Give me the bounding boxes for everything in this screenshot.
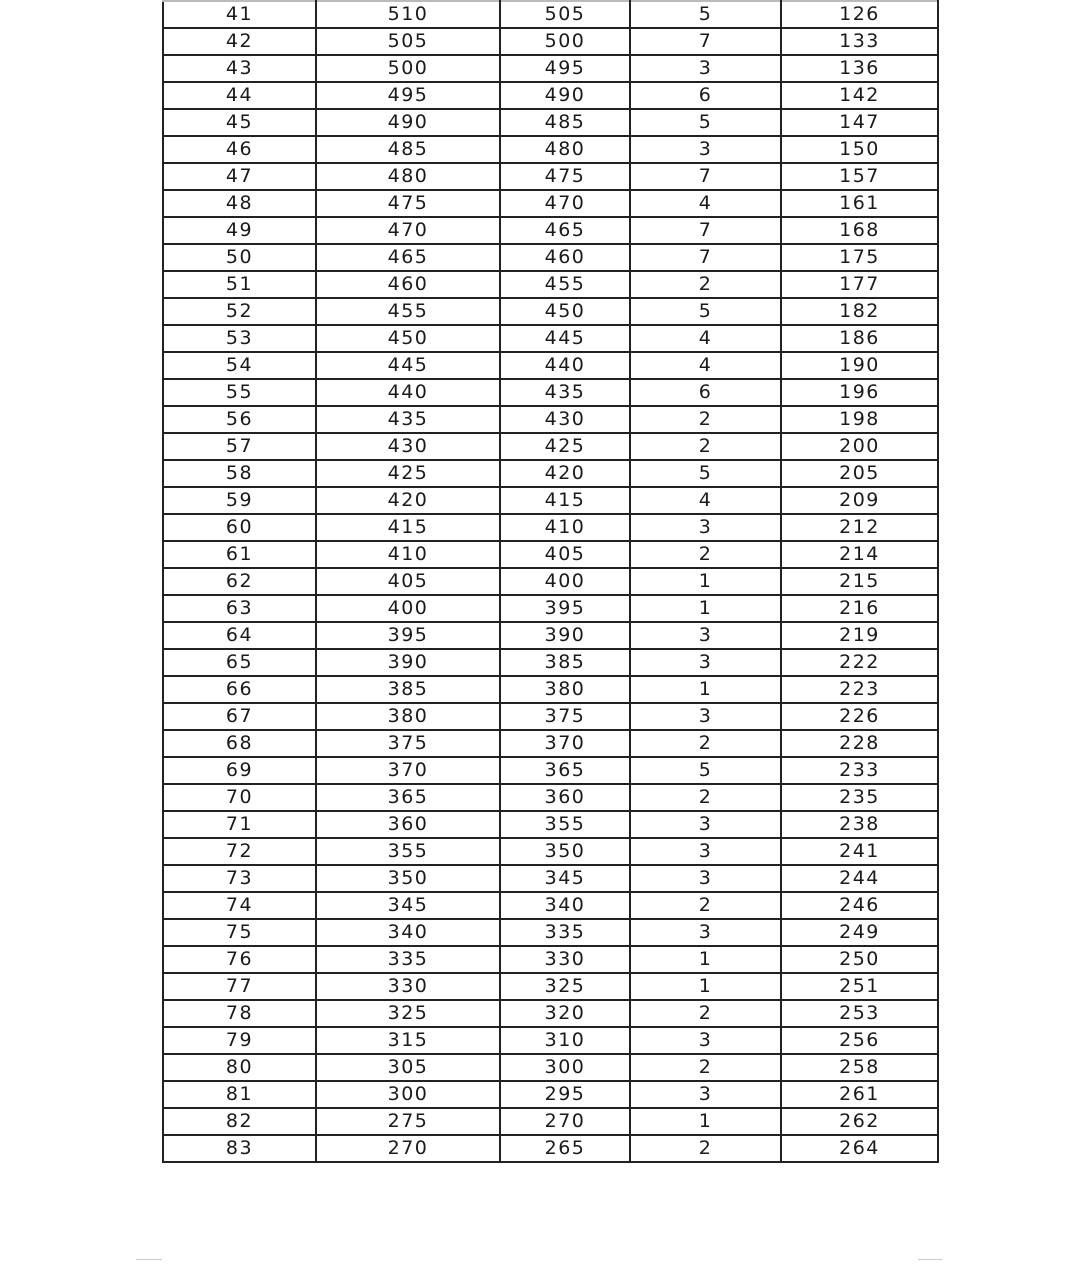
table-row	[163, 433, 938, 460]
cumulative-count-cell: 214	[781, 541, 938, 568]
table-row	[163, 136, 938, 163]
count-cell: 2	[630, 1054, 781, 1081]
table-row	[163, 946, 938, 973]
count-cell: 3	[630, 136, 781, 163]
cumulative-count-cell: 244	[781, 865, 938, 892]
count-cell: 1	[630, 676, 781, 703]
count-cell: 3	[630, 649, 781, 676]
count-cell: 3	[630, 838, 781, 865]
table-row	[163, 217, 938, 244]
cumulative-count-cell: 215	[781, 568, 938, 595]
cumulative-count-cell: 226	[781, 703, 938, 730]
rank-cell: 75	[163, 919, 316, 946]
rank-cell: 41	[163, 1, 316, 28]
upper-score-cell: 375	[316, 730, 500, 757]
table-row	[163, 244, 938, 271]
lower-score-cell: 335	[500, 919, 630, 946]
cumulative-count-cell: 264	[781, 1135, 938, 1162]
table-row	[163, 649, 938, 676]
table-row	[163, 811, 938, 838]
lower-score-cell: 265	[500, 1135, 630, 1162]
score-table-container	[162, 0, 937, 1163]
table-row	[163, 973, 938, 1000]
rank-cell: 63	[163, 595, 316, 622]
upper-score-cell: 485	[316, 136, 500, 163]
lower-score-cell: 350	[500, 838, 630, 865]
upper-score-cell: 345	[316, 892, 500, 919]
cumulative-count-cell: 142	[781, 82, 938, 109]
upper-score-cell: 410	[316, 541, 500, 568]
rank-cell: 67	[163, 703, 316, 730]
upper-score-cell: 415	[316, 514, 500, 541]
cumulative-count-cell: 177	[781, 271, 938, 298]
cumulative-count-cell: 212	[781, 514, 938, 541]
cumulative-count-cell: 246	[781, 892, 938, 919]
table-row	[163, 325, 938, 352]
table-row	[163, 379, 938, 406]
upper-score-cell: 480	[316, 163, 500, 190]
rank-cell: 55	[163, 379, 316, 406]
cumulative-count-cell: 228	[781, 730, 938, 757]
upper-score-cell: 330	[316, 973, 500, 1000]
upper-score-cell: 325	[316, 1000, 500, 1027]
cumulative-count-cell: 241	[781, 838, 938, 865]
table-row	[163, 352, 938, 379]
cumulative-count-cell: 147	[781, 109, 938, 136]
table-row	[163, 163, 938, 190]
count-cell: 2	[630, 892, 781, 919]
table-row	[163, 406, 938, 433]
lower-score-cell: 460	[500, 244, 630, 271]
table-row	[163, 622, 938, 649]
count-cell: 2	[630, 1000, 781, 1027]
rank-cell: 62	[163, 568, 316, 595]
lower-score-cell: 410	[500, 514, 630, 541]
table-row	[163, 919, 938, 946]
upper-score-cell: 400	[316, 595, 500, 622]
table-body	[163, 1, 938, 1162]
lower-score-cell: 330	[500, 946, 630, 973]
lower-score-cell: 420	[500, 460, 630, 487]
table-row	[163, 1081, 938, 1108]
lower-score-cell: 320	[500, 1000, 630, 1027]
count-cell: 5	[630, 1, 781, 28]
count-cell: 5	[630, 460, 781, 487]
table-row	[163, 190, 938, 217]
count-cell: 1	[630, 595, 781, 622]
count-cell: 7	[630, 217, 781, 244]
upper-score-cell: 365	[316, 784, 500, 811]
lower-score-cell: 415	[500, 487, 630, 514]
count-cell: 2	[630, 784, 781, 811]
count-cell: 3	[630, 55, 781, 82]
upper-score-cell: 465	[316, 244, 500, 271]
lower-score-cell: 400	[500, 568, 630, 595]
lower-score-cell: 325	[500, 973, 630, 1000]
cumulative-count-cell: 253	[781, 1000, 938, 1027]
count-cell: 3	[630, 865, 781, 892]
lower-score-cell: 395	[500, 595, 630, 622]
cumulative-count-cell: 161	[781, 190, 938, 217]
lower-score-cell: 345	[500, 865, 630, 892]
lower-score-cell: 405	[500, 541, 630, 568]
upper-score-cell: 300	[316, 1081, 500, 1108]
lower-score-cell: 375	[500, 703, 630, 730]
table-row	[163, 838, 938, 865]
cumulative-count-cell: 258	[781, 1054, 938, 1081]
table-row	[163, 865, 938, 892]
cumulative-count-cell: 168	[781, 217, 938, 244]
lower-score-cell: 435	[500, 379, 630, 406]
cumulative-count-cell: 219	[781, 622, 938, 649]
count-cell: 2	[630, 1135, 781, 1162]
lower-score-cell: 430	[500, 406, 630, 433]
table-row	[163, 28, 938, 55]
rank-cell: 69	[163, 757, 316, 784]
cumulative-count-cell: 133	[781, 28, 938, 55]
upper-score-cell: 380	[316, 703, 500, 730]
upper-score-cell: 405	[316, 568, 500, 595]
cumulative-count-cell: 136	[781, 55, 938, 82]
score-table	[162, 0, 939, 1163]
rank-cell: 46	[163, 136, 316, 163]
count-cell: 7	[630, 244, 781, 271]
rank-cell: 49	[163, 217, 316, 244]
rank-cell: 47	[163, 163, 316, 190]
rank-cell: 56	[163, 406, 316, 433]
upper-score-cell: 510	[316, 1, 500, 28]
rank-cell: 83	[163, 1135, 316, 1162]
rank-cell: 66	[163, 676, 316, 703]
rank-cell: 77	[163, 973, 316, 1000]
table-row	[163, 109, 938, 136]
upper-score-cell: 495	[316, 82, 500, 109]
cumulative-count-cell: 256	[781, 1027, 938, 1054]
count-cell: 4	[630, 352, 781, 379]
table-row	[163, 730, 938, 757]
count-cell: 1	[630, 973, 781, 1000]
cumulative-count-cell: 196	[781, 379, 938, 406]
upper-score-cell: 500	[316, 55, 500, 82]
cumulative-count-cell: 186	[781, 325, 938, 352]
rank-cell: 59	[163, 487, 316, 514]
table-row	[163, 703, 938, 730]
count-cell: 7	[630, 28, 781, 55]
cumulative-count-cell: 235	[781, 784, 938, 811]
lower-score-cell: 505	[500, 1, 630, 28]
upper-score-cell: 355	[316, 838, 500, 865]
count-cell: 7	[630, 163, 781, 190]
table-row	[163, 460, 938, 487]
table-row	[163, 1054, 938, 1081]
lower-score-cell: 425	[500, 433, 630, 460]
table-row	[163, 1027, 938, 1054]
lower-score-cell: 500	[500, 28, 630, 55]
table-row	[163, 271, 938, 298]
count-cell: 5	[630, 109, 781, 136]
table-row	[163, 892, 938, 919]
rank-cell: 81	[163, 1081, 316, 1108]
cumulative-count-cell: 198	[781, 406, 938, 433]
table-row	[163, 595, 938, 622]
rank-cell: 53	[163, 325, 316, 352]
count-cell: 3	[630, 1027, 781, 1054]
upper-score-cell: 360	[316, 811, 500, 838]
upper-score-cell: 505	[316, 28, 500, 55]
cumulative-count-cell: 190	[781, 352, 938, 379]
table-row	[163, 55, 938, 82]
rank-cell: 70	[163, 784, 316, 811]
count-cell: 5	[630, 757, 781, 784]
upper-score-cell: 460	[316, 271, 500, 298]
lower-score-cell: 310	[500, 1027, 630, 1054]
count-cell: 3	[630, 919, 781, 946]
upper-score-cell: 395	[316, 622, 500, 649]
cumulative-count-cell: 249	[781, 919, 938, 946]
upper-score-cell: 390	[316, 649, 500, 676]
lower-score-cell: 390	[500, 622, 630, 649]
rank-cell: 51	[163, 271, 316, 298]
upper-score-cell: 470	[316, 217, 500, 244]
rank-cell: 73	[163, 865, 316, 892]
cumulative-count-cell: 222	[781, 649, 938, 676]
upper-score-cell: 450	[316, 325, 500, 352]
count-cell: 3	[630, 703, 781, 730]
rank-cell: 82	[163, 1108, 316, 1135]
rank-cell: 50	[163, 244, 316, 271]
rank-cell: 64	[163, 622, 316, 649]
rank-cell: 48	[163, 190, 316, 217]
cumulative-count-cell: 205	[781, 460, 938, 487]
lower-score-cell: 300	[500, 1054, 630, 1081]
count-cell: 3	[630, 811, 781, 838]
count-cell: 2	[630, 271, 781, 298]
rank-cell: 61	[163, 541, 316, 568]
rank-cell: 57	[163, 433, 316, 460]
rank-cell: 65	[163, 649, 316, 676]
table-row	[163, 757, 938, 784]
lower-score-cell: 295	[500, 1081, 630, 1108]
cumulative-count-cell: 150	[781, 136, 938, 163]
cumulative-count-cell: 251	[781, 973, 938, 1000]
count-cell: 1	[630, 568, 781, 595]
lower-score-cell: 440	[500, 352, 630, 379]
lower-score-cell: 470	[500, 190, 630, 217]
rank-cell: 78	[163, 1000, 316, 1027]
upper-score-cell: 425	[316, 460, 500, 487]
rank-cell: 72	[163, 838, 316, 865]
cumulative-count-cell: 182	[781, 298, 938, 325]
page-edge-mark-left	[136, 1259, 162, 1263]
count-cell: 5	[630, 298, 781, 325]
upper-score-cell: 475	[316, 190, 500, 217]
upper-score-cell: 315	[316, 1027, 500, 1054]
upper-score-cell: 350	[316, 865, 500, 892]
upper-score-cell: 335	[316, 946, 500, 973]
lower-score-cell: 370	[500, 730, 630, 757]
lower-score-cell: 490	[500, 82, 630, 109]
count-cell: 6	[630, 379, 781, 406]
table-row	[163, 541, 938, 568]
cumulative-count-cell: 261	[781, 1081, 938, 1108]
rank-cell: 80	[163, 1054, 316, 1081]
rank-cell: 68	[163, 730, 316, 757]
lower-score-cell: 480	[500, 136, 630, 163]
count-cell: 2	[630, 406, 781, 433]
cumulative-count-cell: 223	[781, 676, 938, 703]
upper-score-cell: 430	[316, 433, 500, 460]
count-cell: 2	[630, 730, 781, 757]
cumulative-count-cell: 200	[781, 433, 938, 460]
upper-score-cell: 305	[316, 1054, 500, 1081]
upper-score-cell: 490	[316, 109, 500, 136]
count-cell: 1	[630, 946, 781, 973]
count-cell: 4	[630, 190, 781, 217]
lower-score-cell: 450	[500, 298, 630, 325]
table-row	[163, 1108, 938, 1135]
rank-cell: 45	[163, 109, 316, 136]
table-row	[163, 1000, 938, 1027]
upper-score-cell: 435	[316, 406, 500, 433]
table-row	[163, 568, 938, 595]
table-row	[163, 784, 938, 811]
rank-cell: 42	[163, 28, 316, 55]
upper-score-cell: 455	[316, 298, 500, 325]
rank-cell: 76	[163, 946, 316, 973]
rank-cell: 74	[163, 892, 316, 919]
table-row	[163, 487, 938, 514]
upper-score-cell: 370	[316, 757, 500, 784]
rank-cell: 79	[163, 1027, 316, 1054]
lower-score-cell: 475	[500, 163, 630, 190]
cumulative-count-cell: 233	[781, 757, 938, 784]
upper-score-cell: 420	[316, 487, 500, 514]
cumulative-count-cell: 238	[781, 811, 938, 838]
rank-cell: 54	[163, 352, 316, 379]
cumulative-count-cell: 250	[781, 946, 938, 973]
upper-score-cell: 275	[316, 1108, 500, 1135]
upper-score-cell: 340	[316, 919, 500, 946]
lower-score-cell: 360	[500, 784, 630, 811]
upper-score-cell: 270	[316, 1135, 500, 1162]
table-row	[163, 514, 938, 541]
rank-cell: 52	[163, 298, 316, 325]
lower-score-cell: 380	[500, 676, 630, 703]
upper-score-cell: 385	[316, 676, 500, 703]
upper-score-cell: 440	[316, 379, 500, 406]
upper-score-cell: 445	[316, 352, 500, 379]
cumulative-count-cell: 175	[781, 244, 938, 271]
cumulative-count-cell: 157	[781, 163, 938, 190]
lower-score-cell: 385	[500, 649, 630, 676]
count-cell: 2	[630, 433, 781, 460]
count-cell: 3	[630, 514, 781, 541]
cumulative-count-cell: 262	[781, 1108, 938, 1135]
cumulative-count-cell: 216	[781, 595, 938, 622]
table-row	[163, 1135, 938, 1162]
rank-cell: 44	[163, 82, 316, 109]
lower-score-cell: 270	[500, 1108, 630, 1135]
table-row	[163, 1, 938, 28]
rank-cell: 43	[163, 55, 316, 82]
count-cell: 2	[630, 541, 781, 568]
page-edge-mark-right	[918, 1259, 942, 1263]
table-row	[163, 676, 938, 703]
count-cell: 3	[630, 1081, 781, 1108]
lower-score-cell: 355	[500, 811, 630, 838]
lower-score-cell: 485	[500, 109, 630, 136]
count-cell: 1	[630, 1108, 781, 1135]
lower-score-cell: 455	[500, 271, 630, 298]
count-cell: 3	[630, 622, 781, 649]
cumulative-count-cell: 126	[781, 1, 938, 28]
rank-cell: 71	[163, 811, 316, 838]
count-cell: 4	[630, 487, 781, 514]
lower-score-cell: 340	[500, 892, 630, 919]
count-cell: 4	[630, 325, 781, 352]
cumulative-count-cell: 209	[781, 487, 938, 514]
lower-score-cell: 365	[500, 757, 630, 784]
rank-cell: 60	[163, 514, 316, 541]
table-row	[163, 298, 938, 325]
rank-cell: 58	[163, 460, 316, 487]
lower-score-cell: 495	[500, 55, 630, 82]
lower-score-cell: 445	[500, 325, 630, 352]
count-cell: 6	[630, 82, 781, 109]
lower-score-cell: 465	[500, 217, 630, 244]
table-row	[163, 82, 938, 109]
